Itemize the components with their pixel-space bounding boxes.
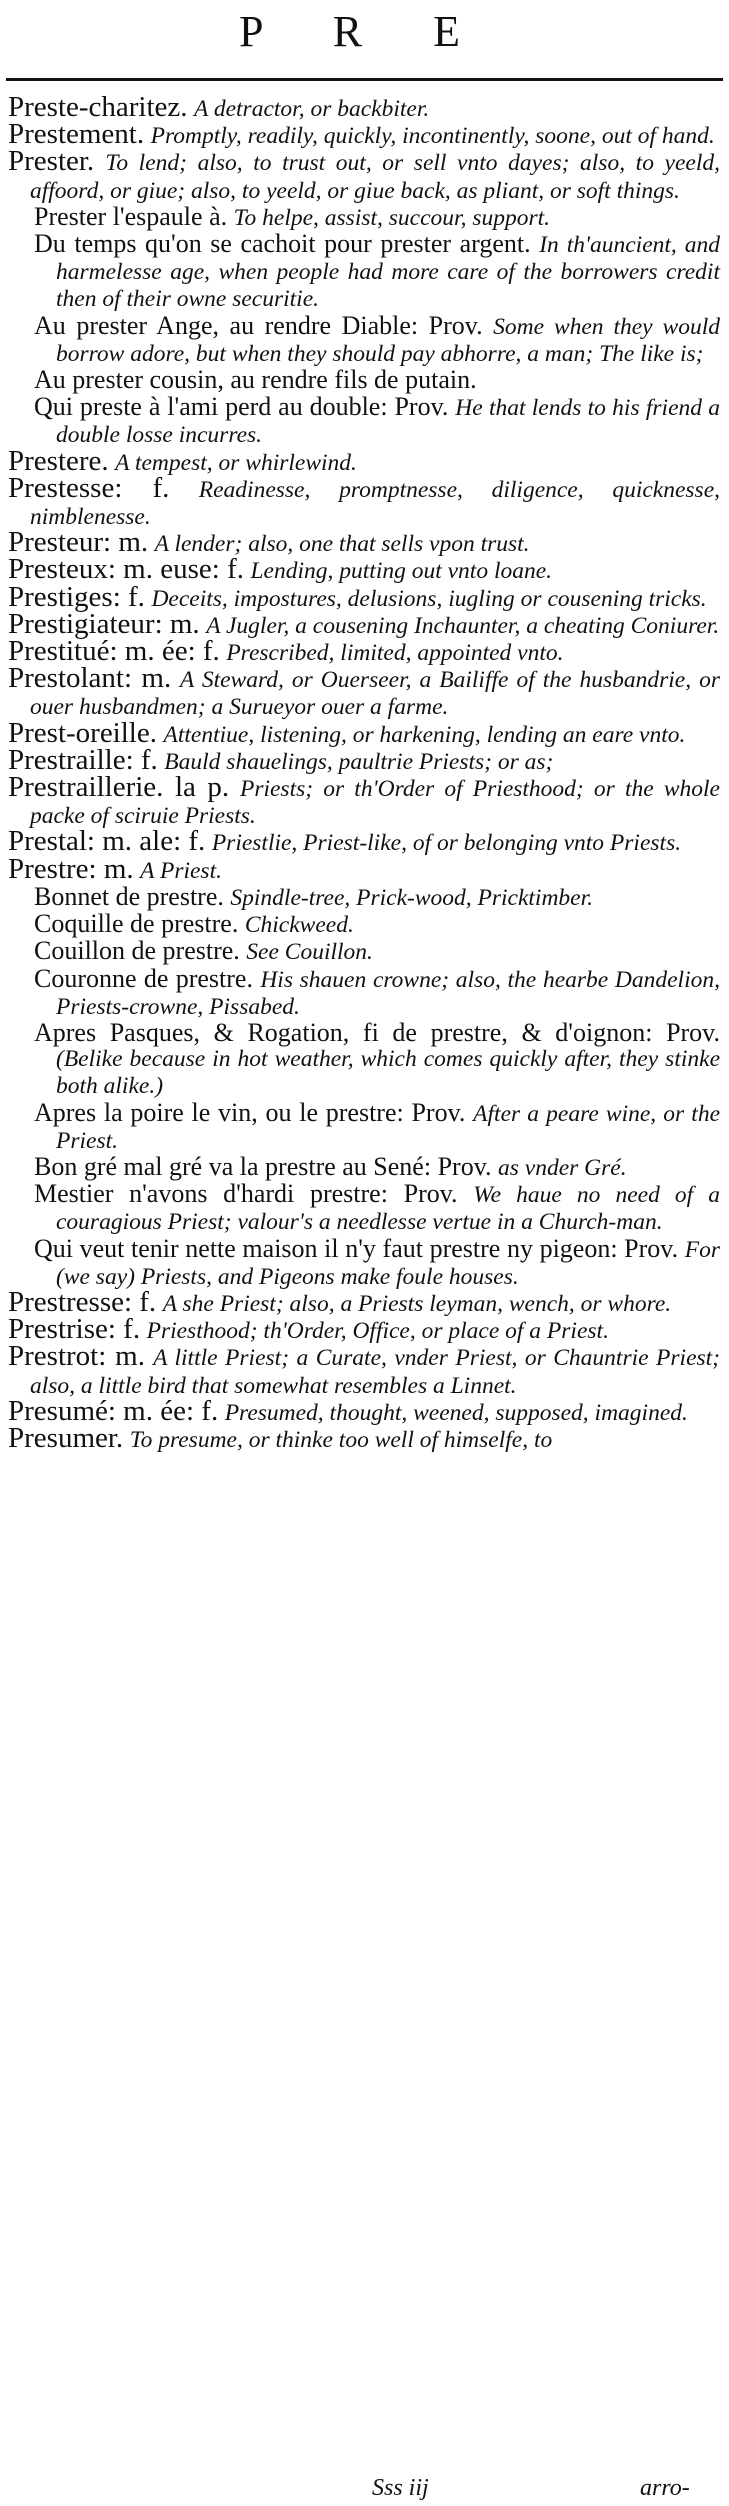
dictionary-entry — [8, 471, 721, 531]
sub-entry — [8, 201, 720, 231]
entry-headword: Prestraillerie. la p. — [8, 771, 230, 804]
entry-definition: A she Priest; also, a Priests leyman, wench, or whore. — [162, 1290, 672, 1317]
entry-definition: After a peare wine, or the Priest. — [56, 1100, 721, 1154]
sub-entry — [8, 1233, 720, 1290]
entry-definition: In th'auncient, and harmelesse age, when people had more care of the borrowers credit then of their owne securitie. — [56, 232, 720, 313]
entry-definition: Presumed, thought, weened, supposed, imagined. — [224, 1399, 688, 1426]
entry-headword: Prestigiateur: m. — [8, 607, 200, 640]
sub-entry — [8, 310, 720, 367]
entry-headword: Prestre: m. — [8, 852, 134, 885]
dictionary-entry — [8, 1421, 720, 1454]
entry-definition: A Priest. — [140, 857, 222, 884]
entry-headword: Prestiges: f. — [8, 580, 145, 613]
entry-headword: Prestrot: m. — [8, 1340, 145, 1373]
sub-entry — [8, 938, 720, 965]
catchword: arro- — [640, 2475, 690, 2501]
entry-definition: A Jugler, a cousening Inchaunter, a cheating Coniurer. — [206, 612, 720, 639]
entry-definition: Attentiue, listening, or harkening, lending an eare vnto. — [163, 721, 686, 748]
sub-entry — [8, 963, 720, 1020]
entry-headword: Prest-oreille. — [8, 716, 157, 749]
entry-definition: Prescribed, limited, appointed vnto. — [226, 640, 564, 667]
entry-headword: Prestolant: m. — [8, 662, 172, 695]
entry-headword: Presumé: m. ée: f. — [8, 1394, 219, 1427]
entry-definition: (Belike because in hot weather, which comes quickly after, they stinke both alike.) — [56, 1046, 720, 1100]
page-footer — [0, 2475, 729, 2503]
entry-headword: Presteur: m. — [8, 526, 149, 559]
entry-definition: A lender; also, one that sells vpon trust. — [154, 531, 530, 558]
entry-headword: Preste-charitez. — [8, 91, 188, 123]
entry-definition: A little Priest; a Curate, vnder Priest, or Chauntrie Priest; also, a little bird that somewhat resembles a Linnet. — [30, 1345, 720, 1399]
entry-headword: Apres Pasques, & Rogation, fi de prestre, & d'oignon: Prov. — [34, 1017, 720, 1047]
sub-entry — [8, 881, 720, 911]
dictionary-entry — [8, 771, 720, 830]
entry-definition: Spindle-tree, Prick-wood, Pricktimber. — [230, 884, 594, 911]
entry-headword: Prestresse: f. — [8, 1285, 157, 1318]
entry-definition: as vnder Gré. — [498, 1154, 627, 1181]
entry-headword: Qui veut tenir nette maison il n'y faut prestre ny pigeon: Prov. — [34, 1233, 679, 1263]
entry-definition: Deceits, impostures, delusions, iugling or cousening tricks. — [151, 585, 707, 612]
entry-definition: A tempest, or whirlewind. — [115, 449, 357, 476]
entry-definition: See Couillon. — [246, 939, 373, 966]
entry-definition: For (we say) Priests, and Pigeons make foule houses. — [56, 1236, 720, 1290]
dictionary-entry — [8, 852, 720, 885]
sub-entry — [8, 394, 720, 448]
dictionary-entry — [8, 662, 721, 721]
sub-entry — [8, 911, 720, 938]
entry-definition: We haue no need of a couragious Priest; valour's a needlesse vertue in a Church-man. — [56, 1182, 721, 1236]
entry-headword: Prester l'espaule à. — [34, 201, 228, 231]
entry-definition: Priests; or th'Order of Priesthood; or the whole packe of sciruie Priests. — [30, 776, 720, 830]
sub-entry — [8, 231, 720, 313]
entry-headword: Prestesse: f. — [8, 471, 170, 504]
entry-definition: Bauld shauelings, paultrie Priests; or as; — [164, 748, 554, 775]
entry-headword: Qui preste à l'ami perd au double: Prov. — [34, 392, 449, 422]
entry-headword: Couillon de prestre. — [34, 936, 240, 966]
entry-headword: Prestrise: f. — [8, 1313, 141, 1346]
dictionary-entry — [8, 1340, 720, 1399]
entry-headword: Du temps qu'on se cachoit pour prester argent. — [34, 229, 531, 259]
entry-definition: A detractor, or backbiter. — [194, 96, 430, 122]
sub-entry — [8, 1151, 720, 1181]
entry-headword: Coquille de prestre. — [34, 909, 239, 939]
entry-headword: Presteux: m. euse: f. — [8, 553, 244, 586]
entry-definition: Readinesse, promptnesse, diligence, quicknesse, nimblenesse. — [30, 476, 721, 531]
entry-headword: Prestere. — [8, 444, 109, 477]
entry-headword: Prestal: m. ale: f. — [8, 825, 206, 858]
dictionary-entry — [8, 118, 720, 151]
entry-headword: Prester. — [8, 145, 95, 178]
entry-definition: Promptly, readily, quickly, incontinently, soone, out of hand. — [150, 123, 715, 150]
entry-definition: To helpe, assist, succour, support. — [233, 204, 551, 231]
entry-definition: Some when they would borrow adore, but when they should pay abhorre, a man; The like is; — [56, 313, 720, 367]
entry-definition: Lending, putting out vnto loane. — [250, 558, 553, 585]
entry-definition: Chickweed. — [244, 912, 354, 939]
entry-definition: To presume, or thinke too well of himselfe, to — [129, 1426, 553, 1453]
page-header: P R E — [238, 7, 491, 56]
sub-entry — [8, 1017, 720, 1100]
entry-headword: Prestement. — [8, 118, 145, 151]
entry-definition: Priesthood; th'Order, Office, or place of a Priest. — [146, 1318, 609, 1345]
entry-headword: Couronne de prestre. — [34, 963, 253, 993]
sub-entry — [8, 1181, 720, 1235]
entry-headword: Au prester Ange, au rendre Diable: Prov. — [34, 310, 483, 340]
sub-entry — [8, 1097, 721, 1154]
entry-headword: Presumer. — [8, 1421, 124, 1454]
entry-headword: Mestier n'avons d'hardi prestre: Prov. — [34, 1179, 458, 1209]
entry-definition: Priestlie, Priest-like, of or belonging vnto Priests. — [211, 830, 682, 857]
entry-headword: Bonnet de prestre. — [34, 881, 224, 911]
entry-headword: Au prester cousin, au rendre fils de putain. — [34, 365, 477, 395]
signature-mark: Sss iij — [372, 2475, 429, 2501]
entry-definition: He that lends to his friend a double losse incurres. — [56, 395, 721, 449]
entry-headword: Bon gré mal gré va la prestre au Sené: Prov. — [34, 1151, 492, 1181]
header-rule — [6, 78, 723, 81]
entry-headword: Prestraille: f. — [8, 743, 158, 776]
entry-headword: Apres la poire le vin, ou le prestre: Prov. — [34, 1097, 466, 1127]
entry-definition: To lend; also, to trust out, or sell vnto dayes; also, to yeeld, affoord, or giue; also, to yeeld, or giue back, as pliant, or soft things. — [30, 150, 721, 204]
dictionary-entry — [8, 145, 721, 204]
entry-definition: A Steward, or Ouerseer, a Bailiffe of the husbandrie, or ouer husbandmen; a Surueyor ouer a farme. — [30, 667, 721, 721]
sub-entry — [8, 367, 720, 394]
entry-headword: Prestitué: m. ée: f. — [8, 635, 220, 668]
entry-list — [8, 91, 721, 1454]
entry-definition: His shauen crowne; also, the hearbe Dandelion, Priests-crowne, Pissabed. — [56, 966, 720, 1020]
